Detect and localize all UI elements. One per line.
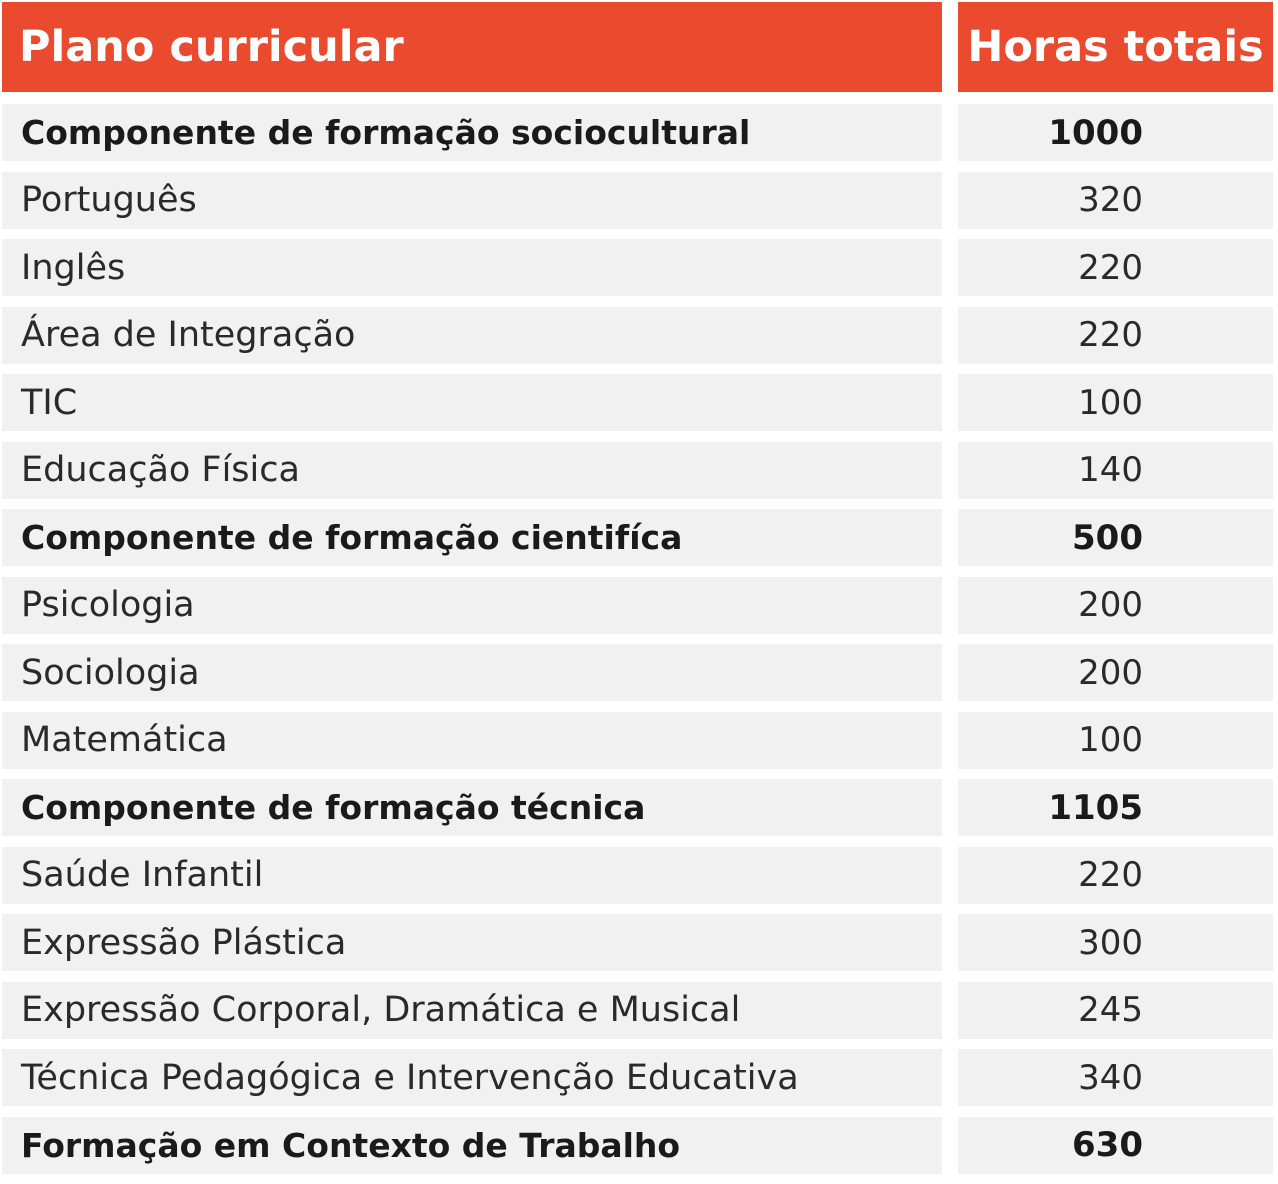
table-row — [2, 172, 1273, 229]
header-total-hours: Horas totais — [958, 2, 1273, 92]
subject-name: Português — [2, 172, 942, 229]
subject-name: Técnica Pedagógica e Intervenção Educativa — [2, 1049, 942, 1106]
table-row — [2, 577, 1273, 634]
table-row — [2, 1049, 1273, 1106]
table-row — [2, 982, 1273, 1039]
header-curriculum-plan: Plano curricular — [2, 2, 942, 92]
table-row — [2, 239, 1273, 296]
subject-name: Expressão Corporal, Dramática e Musical — [2, 982, 942, 1039]
subject-name: Área de Integração — [2, 307, 942, 364]
subject-hours: 320 — [958, 172, 1273, 229]
subject-hours: 220 — [958, 847, 1273, 904]
subject-hours: 140 — [958, 442, 1273, 499]
subject-hours: 630 — [958, 1117, 1273, 1174]
curriculum-table — [2, 2, 1273, 1184]
subject-name: Psicologia — [2, 577, 942, 634]
table-header — [2, 2, 1273, 92]
table-row — [2, 712, 1273, 769]
table-row — [2, 442, 1273, 499]
table-row — [2, 307, 1273, 364]
subject-name: Expressão Plástica — [2, 914, 942, 971]
subject-hours: 100 — [958, 712, 1273, 769]
subject-name: Sociologia — [2, 644, 942, 701]
subject-hours: 200 — [958, 577, 1273, 634]
table-row — [2, 914, 1273, 971]
subject-name: Inglês — [2, 239, 942, 296]
subject-hours: 1000 — [958, 104, 1273, 161]
subject-name: Formação em Contexto de Trabalho — [2, 1117, 942, 1174]
table-row — [2, 104, 1273, 161]
subject-name: TIC — [2, 374, 942, 431]
subject-name: Educação Física — [2, 442, 942, 499]
table-row — [2, 779, 1273, 836]
subject-hours: 220 — [958, 307, 1273, 364]
subject-name: Saúde Infantil — [2, 847, 942, 904]
subject-hours: 1105 — [958, 779, 1273, 836]
subject-name: Componente de formação cientifíca — [2, 509, 942, 566]
table-row — [2, 374, 1273, 431]
subject-hours: 245 — [958, 982, 1273, 1039]
subject-hours: 200 — [958, 644, 1273, 701]
subject-hours: 100 — [958, 374, 1273, 431]
table-row — [2, 509, 1273, 566]
subject-hours: 500 — [958, 509, 1273, 566]
subject-hours: 220 — [958, 239, 1273, 296]
subject-name: Componente de formação técnica — [2, 779, 942, 836]
table-row — [2, 644, 1273, 701]
subject-name: Matemática — [2, 712, 942, 769]
table-row — [2, 1117, 1273, 1174]
table-row — [2, 847, 1273, 904]
subject-name: Componente de formação sociocultural — [2, 104, 942, 161]
subject-hours: 340 — [958, 1049, 1273, 1106]
subject-hours: 300 — [958, 914, 1273, 971]
